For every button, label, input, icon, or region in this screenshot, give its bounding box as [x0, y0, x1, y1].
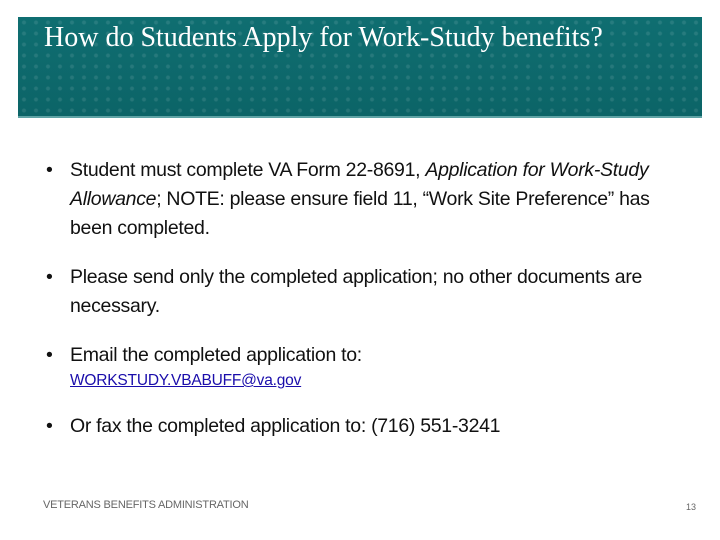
bullet-item: [46, 341, 676, 392]
footer-text: VETERANS BENEFITS ADMINISTRATION: [43, 499, 249, 511]
title-banner: [18, 17, 702, 118]
email-link[interactable]: WORKSTUDY.VBABUFF@va.gov: [70, 372, 302, 389]
bullet-icon: •: [46, 344, 53, 366]
form-name: Application for Work-Study Allowance: [70, 159, 649, 210]
bullet-text: Or fax the completed application to: (716) 551-3241: [70, 415, 501, 437]
bullet-icon: •: [46, 159, 53, 181]
bullet-icon: •: [46, 415, 53, 437]
bullet-list: [46, 156, 676, 461]
bullet-item: [46, 263, 676, 321]
page-number: 13: [685, 502, 696, 512]
bullet-item: [46, 156, 676, 243]
bullet-text: Please send only the completed application; no other documents are necessary.: [70, 266, 643, 317]
bullet-item: [46, 412, 676, 441]
bullet-text: Student must complete VA Form 22-8691,: [70, 159, 426, 181]
bullet-text: Email the completed application to:: [70, 344, 362, 366]
slide-title: How do Students Apply for Work-Study benefits?: [44, 22, 603, 53]
bullet-icon: •: [46, 266, 53, 288]
bullet-text: ; NOTE: please ensure field 11, “Work Site Preference” has been completed.: [70, 188, 650, 239]
